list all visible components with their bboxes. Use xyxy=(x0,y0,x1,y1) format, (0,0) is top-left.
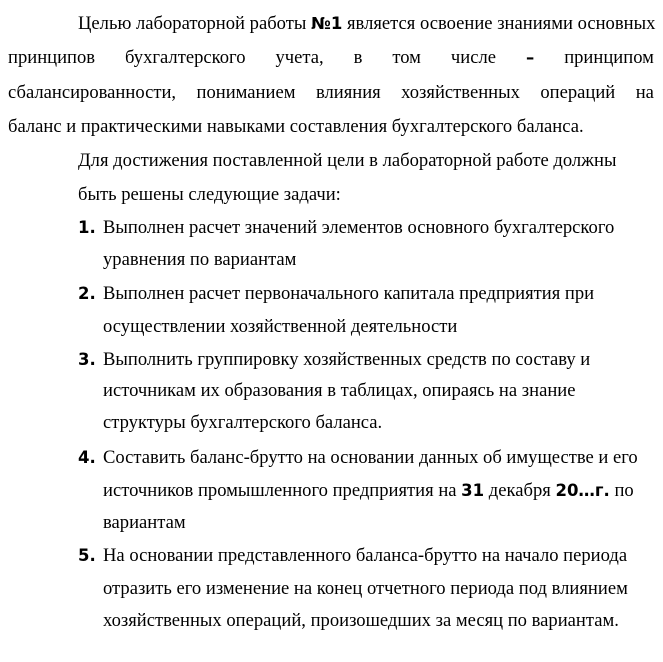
task-3-line-1: Выполнить группировку хозяйственных средств по составу и xyxy=(103,349,591,370)
task-number: 5. xyxy=(78,546,96,565)
task-number: 2. xyxy=(78,284,96,303)
lab-number: №1 xyxy=(311,14,343,33)
word: бухгалтерского xyxy=(125,47,246,68)
intro-line-3 xyxy=(8,83,654,103)
word: в xyxy=(353,47,363,68)
date-day: 31 xyxy=(461,481,485,500)
word: сбалансированности, xyxy=(8,82,177,103)
task-3-line-3: структуры бухгалтерского баланса. xyxy=(103,412,383,433)
task-1-line-2: уравнения по вариантам xyxy=(103,249,297,270)
task-text: источников промышленного предприятия на xyxy=(103,480,462,501)
intro-line-2 xyxy=(8,48,654,68)
task-4-line-2 xyxy=(103,481,634,501)
word: влияния xyxy=(315,82,381,103)
word: пониманием xyxy=(196,82,296,103)
task-4-line-3: вариантам xyxy=(103,512,186,533)
word: принципом xyxy=(564,47,654,68)
word: на xyxy=(635,82,654,103)
intro-text: является освоение знаниями основных xyxy=(342,13,656,34)
word: хозяйственных xyxy=(401,82,520,103)
task-5-line-3: хозяйственных операций, произошедших за месяц по вариантам. xyxy=(103,610,619,631)
task-number: 3. xyxy=(78,350,96,369)
tasks-intro-line-1: Для достижения поставленной цели в лабораторной работе должны xyxy=(78,150,617,171)
task-text: декабря xyxy=(484,480,556,501)
date-year: 20…г. xyxy=(555,481,610,500)
task-5-line-2: отразить его изменение на конец отчетного периода под влиянием xyxy=(103,578,628,599)
task-number: 4. xyxy=(78,448,96,467)
task-1-line-1: Выполнен расчет значений элементов основного бухгалтерского xyxy=(103,217,615,238)
task-text: по xyxy=(609,480,634,501)
intro-line-4: баланс и практическими навыками составления бухгалтерского баланса. xyxy=(8,116,584,137)
word: числе xyxy=(450,47,496,68)
task-3-line-2: источникам их образования в таблицах, опираясь на знание xyxy=(103,380,576,401)
intro-text: Целью лабораторной работы xyxy=(78,13,311,34)
task-number: 1. xyxy=(78,218,96,237)
word: принципов xyxy=(8,47,96,68)
dash: – xyxy=(525,48,535,67)
task-5-line-1: На основании представленного баланса-брутто на начало периода xyxy=(103,545,628,566)
task-2-line-1: Выполнен расчет первоначального капитала предприятия при xyxy=(103,283,595,304)
word: операций xyxy=(540,82,616,103)
tasks-intro-line-2: быть решены следующие задачи: xyxy=(78,184,341,205)
intro-line-1 xyxy=(78,14,655,34)
task-4-line-1: Составить баланс-брутто на основании данных об имуществе и его xyxy=(103,447,638,468)
word: том xyxy=(392,47,421,68)
word: учета, xyxy=(275,47,324,68)
task-2-line-2: осуществлении хозяйственной деятельности xyxy=(103,316,458,337)
